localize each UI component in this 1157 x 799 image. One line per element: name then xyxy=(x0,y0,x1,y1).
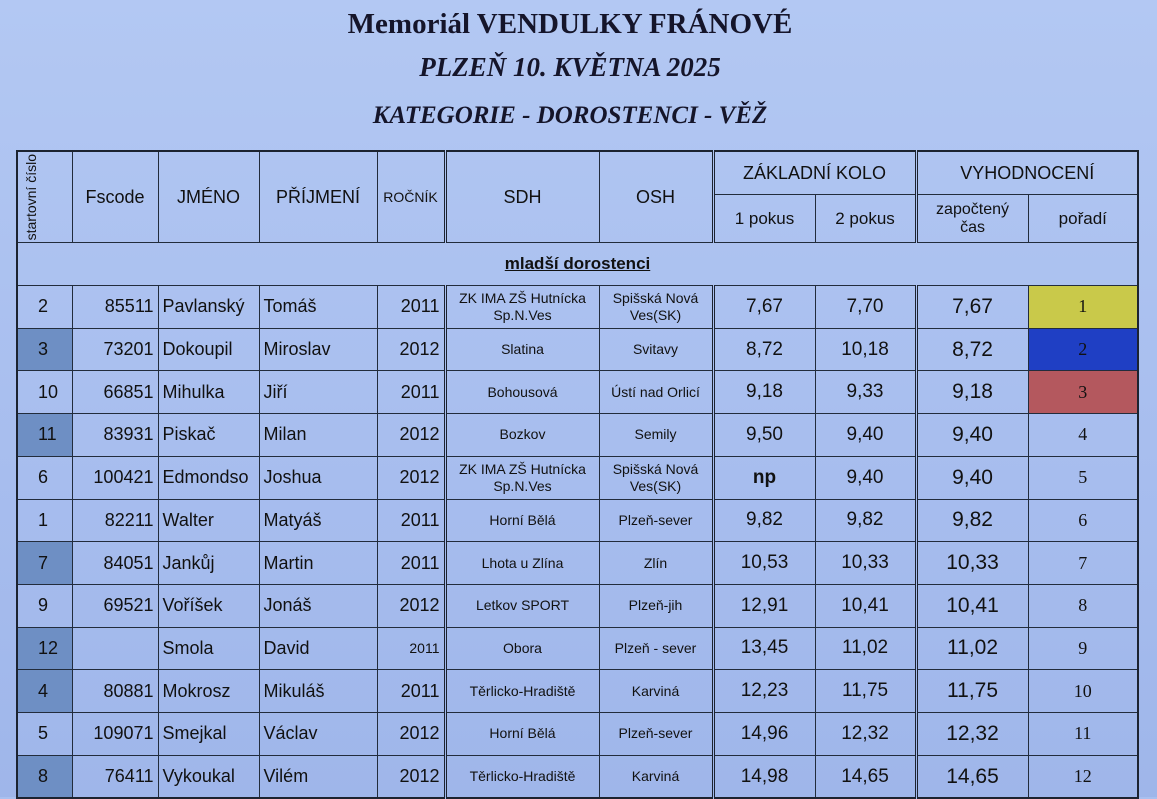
fscode-cell xyxy=(72,627,158,670)
first-name-cell: Piskač xyxy=(158,414,259,457)
table-row xyxy=(17,584,1138,627)
last-name-cell: Jonáš xyxy=(259,584,377,627)
start-number-cell: 2 xyxy=(17,286,72,329)
first-name-cell: Jankůj xyxy=(158,542,259,585)
first-name-cell: Pavlanský xyxy=(158,286,259,329)
fscode-cell: 66851 xyxy=(72,371,158,414)
counted-time-cell: 14,65 xyxy=(916,755,1028,798)
rank-cell: 3 xyxy=(1028,371,1138,414)
osh-cell: Semily xyxy=(599,414,713,457)
table-row xyxy=(17,499,1138,542)
start-number-cell: 4 xyxy=(17,670,72,713)
table-row xyxy=(17,456,1138,499)
osh-cell: Spišská Nová Ves(SK) xyxy=(599,456,713,499)
attempt-1-cell: 9,18 xyxy=(713,371,815,414)
start-number-cell: 5 xyxy=(17,712,72,755)
counted-time-cell: 11,02 xyxy=(916,627,1028,670)
col-osh: OSH xyxy=(599,151,713,243)
col-attempt-2: 2 pokus xyxy=(815,195,916,243)
attempt-2-cell: 10,41 xyxy=(815,584,916,627)
year-cell: 2012 xyxy=(377,456,445,499)
fscode-cell: 83931 xyxy=(72,414,158,457)
osh-cell: Ústí nad Orlicí xyxy=(599,371,713,414)
fscode-cell: 80881 xyxy=(72,670,158,713)
last-name-cell: Vilém xyxy=(259,755,377,798)
attempt-1-cell: 9,50 xyxy=(713,414,815,457)
first-name-cell: Mokrosz xyxy=(158,670,259,713)
attempt-2-cell: 10,18 xyxy=(815,328,916,371)
col-sdh: SDH xyxy=(445,151,599,243)
fscode-cell: 76411 xyxy=(72,755,158,798)
table-row xyxy=(17,328,1138,371)
attempt-2-cell: 11,75 xyxy=(815,670,916,713)
attempt-2-cell: 9,82 xyxy=(815,499,916,542)
fscode-cell: 82211 xyxy=(72,499,158,542)
table-row xyxy=(17,542,1138,585)
col-fscode: Fscode xyxy=(72,151,158,243)
first-name-cell: Dokoupil xyxy=(158,328,259,371)
rank-cell: 6 xyxy=(1028,499,1138,542)
last-name-cell: David xyxy=(259,627,377,670)
last-name-cell: Václav xyxy=(259,712,377,755)
osh-cell: Svitavy xyxy=(599,328,713,371)
fscode-cell: 69521 xyxy=(72,584,158,627)
counted-time-cell: 11,75 xyxy=(916,670,1028,713)
table-row xyxy=(17,414,1138,457)
counted-time-cell: 9,40 xyxy=(916,414,1028,457)
rank-cell: 2 xyxy=(1028,328,1138,371)
sdh-cell: Horní Bělá xyxy=(445,499,599,542)
attempt-1-cell: 7,67 xyxy=(713,286,815,329)
table-row xyxy=(17,712,1138,755)
sdh-cell: ZK IMA ZŠ Hutnícka Sp.N.Ves xyxy=(445,286,599,329)
osh-cell: Plzeň - sever xyxy=(599,627,713,670)
attempt-2-cell: 9,33 xyxy=(815,371,916,414)
rank-cell: 1 xyxy=(1028,286,1138,329)
fscode-cell: 109071 xyxy=(72,712,158,755)
table-row xyxy=(17,371,1138,414)
attempt-1-cell: 14,96 xyxy=(713,712,815,755)
sdh-cell: Těrlicko-Hradiště xyxy=(445,670,599,713)
attempt-1-cell: 10,53 xyxy=(713,542,815,585)
rank-cell: 11 xyxy=(1028,712,1138,755)
table-row xyxy=(17,670,1138,713)
start-number-cell: 7 xyxy=(17,542,72,585)
rank-cell: 9 xyxy=(1028,627,1138,670)
sdh-cell: Těrlicko-Hradiště xyxy=(445,755,599,798)
rank-cell: 10 xyxy=(1028,670,1138,713)
results-table xyxy=(16,150,1139,799)
attempt-2-cell: 9,40 xyxy=(815,414,916,457)
osh-cell: Spišská Nová Ves(SK) xyxy=(599,286,713,329)
table-row xyxy=(17,755,1138,798)
year-cell: 2012 xyxy=(377,414,445,457)
counted-time-cell: 10,41 xyxy=(916,584,1028,627)
rank-cell: 12 xyxy=(1028,755,1138,798)
fscode-cell: 100421 xyxy=(72,456,158,499)
col-counted-time: započtený čas xyxy=(916,195,1028,243)
start-number-cell: 3 xyxy=(17,328,72,371)
first-name-cell: Smejkal xyxy=(158,712,259,755)
year-cell: 2012 xyxy=(377,328,445,371)
last-name-cell: Joshua xyxy=(259,456,377,499)
rank-cell: 4 xyxy=(1028,414,1138,457)
col-basic-round: ZÁKLADNÍ KOLO xyxy=(713,151,916,195)
year-cell: 2011 xyxy=(377,670,445,713)
table-row xyxy=(17,286,1138,329)
sdh-cell: Bohousová xyxy=(445,371,599,414)
col-evaluation: VYHODNOCENÍ xyxy=(916,151,1138,195)
start-number-cell: 1 xyxy=(17,499,72,542)
first-name-cell: Edmondso xyxy=(158,456,259,499)
col-year: ROČNÍK xyxy=(377,151,445,243)
year-cell: 2012 xyxy=(377,584,445,627)
osh-cell: Plzeň-sever xyxy=(599,712,713,755)
rank-cell: 8 xyxy=(1028,584,1138,627)
last-name-cell: Mikuláš xyxy=(259,670,377,713)
start-number-cell: 6 xyxy=(17,456,72,499)
attempt-1-cell: np xyxy=(713,456,815,499)
attempt-2-cell: 10,33 xyxy=(815,542,916,585)
first-name-cell: Walter xyxy=(158,499,259,542)
counted-time-cell: 12,32 xyxy=(916,712,1028,755)
sdh-cell: Obora xyxy=(445,627,599,670)
col-start-number: startovní číslo xyxy=(17,151,72,243)
attempt-1-cell: 9,82 xyxy=(713,499,815,542)
attempt-1-cell: 8,72 xyxy=(713,328,815,371)
col-last-name: PŘÍJMENÍ xyxy=(259,151,377,243)
last-name-cell: Matyáš xyxy=(259,499,377,542)
attempt-1-cell: 13,45 xyxy=(713,627,815,670)
col-rank: pořadí xyxy=(1028,195,1138,243)
year-cell: 2012 xyxy=(377,755,445,798)
counted-time-cell: 9,40 xyxy=(916,456,1028,499)
event-date: PLZEŇ 10. KVĚTNA 2025 xyxy=(419,52,721,82)
osh-cell: Plzeň-sever xyxy=(599,499,713,542)
year-cell: 2011 xyxy=(377,627,445,670)
first-name-cell: Vykoukal xyxy=(158,755,259,798)
category-title: KATEGORIE - DOROSTENCI - VĚŽ xyxy=(372,102,768,129)
rank-cell: 5 xyxy=(1028,456,1138,499)
attempt-2-cell: 14,65 xyxy=(815,755,916,798)
osh-cell: Karviná xyxy=(599,670,713,713)
year-cell: 2011 xyxy=(377,499,445,542)
start-number-cell: 12 xyxy=(17,627,72,670)
first-name-cell: Voříšek xyxy=(158,584,259,627)
counted-time-cell: 9,18 xyxy=(916,371,1028,414)
fscode-cell: 73201 xyxy=(72,328,158,371)
start-number-cell: 10 xyxy=(17,371,72,414)
sdh-cell: Slatina xyxy=(445,328,599,371)
fscode-cell: 85511 xyxy=(72,286,158,329)
year-cell: 2011 xyxy=(377,286,445,329)
counted-time-cell: 7,67 xyxy=(916,286,1028,329)
first-name-cell: Smola xyxy=(158,627,259,670)
counted-time-cell: 10,33 xyxy=(916,542,1028,585)
sdh-cell: Bozkov xyxy=(445,414,599,457)
last-name-cell: Miroslav xyxy=(259,328,377,371)
table-row xyxy=(17,627,1138,670)
last-name-cell: Milan xyxy=(259,414,377,457)
rank-cell: 7 xyxy=(1028,542,1138,585)
last-name-cell: Jiří xyxy=(259,371,377,414)
attempt-2-cell: 12,32 xyxy=(815,712,916,755)
start-number-cell: 11 xyxy=(17,414,72,457)
osh-cell: Karviná xyxy=(599,755,713,798)
osh-cell: Plzeň-jih xyxy=(599,584,713,627)
year-cell: 2011 xyxy=(377,542,445,585)
first-name-cell: Mihulka xyxy=(158,371,259,414)
attempt-1-cell: 12,23 xyxy=(713,670,815,713)
attempt-1-cell: 14,98 xyxy=(713,755,815,798)
fscode-cell: 84051 xyxy=(72,542,158,585)
counted-time-cell: 8,72 xyxy=(916,328,1028,371)
counted-time-cell: 9,82 xyxy=(916,499,1028,542)
col-first-name: JMÉNO xyxy=(158,151,259,243)
last-name-cell: Tomáš xyxy=(259,286,377,329)
event-title: Memoriál VENDULKY FRÁNOVÉ xyxy=(347,8,793,40)
col-attempt-1: 1 pokus xyxy=(713,195,815,243)
start-number-cell: 9 xyxy=(17,584,72,627)
start-number-cell: 8 xyxy=(17,755,72,798)
year-cell: 2012 xyxy=(377,712,445,755)
sdh-cell: Letkov SPORT xyxy=(445,584,599,627)
sdh-cell: Horní Bělá xyxy=(445,712,599,755)
last-name-cell: Martin xyxy=(259,542,377,585)
attempt-2-cell: 7,70 xyxy=(815,286,916,329)
year-cell: 2011 xyxy=(377,371,445,414)
sdh-cell: Lhota u Zlína xyxy=(445,542,599,585)
attempt-1-cell: 12,91 xyxy=(713,584,815,627)
attempt-2-cell: 11,02 xyxy=(815,627,916,670)
section-title: mladší dorostenci xyxy=(17,243,1138,286)
osh-cell: Zlín xyxy=(599,542,713,585)
attempt-2-cell: 9,40 xyxy=(815,456,916,499)
sdh-cell: ZK IMA ZŠ Hutnícka Sp.N.Ves xyxy=(445,456,599,499)
